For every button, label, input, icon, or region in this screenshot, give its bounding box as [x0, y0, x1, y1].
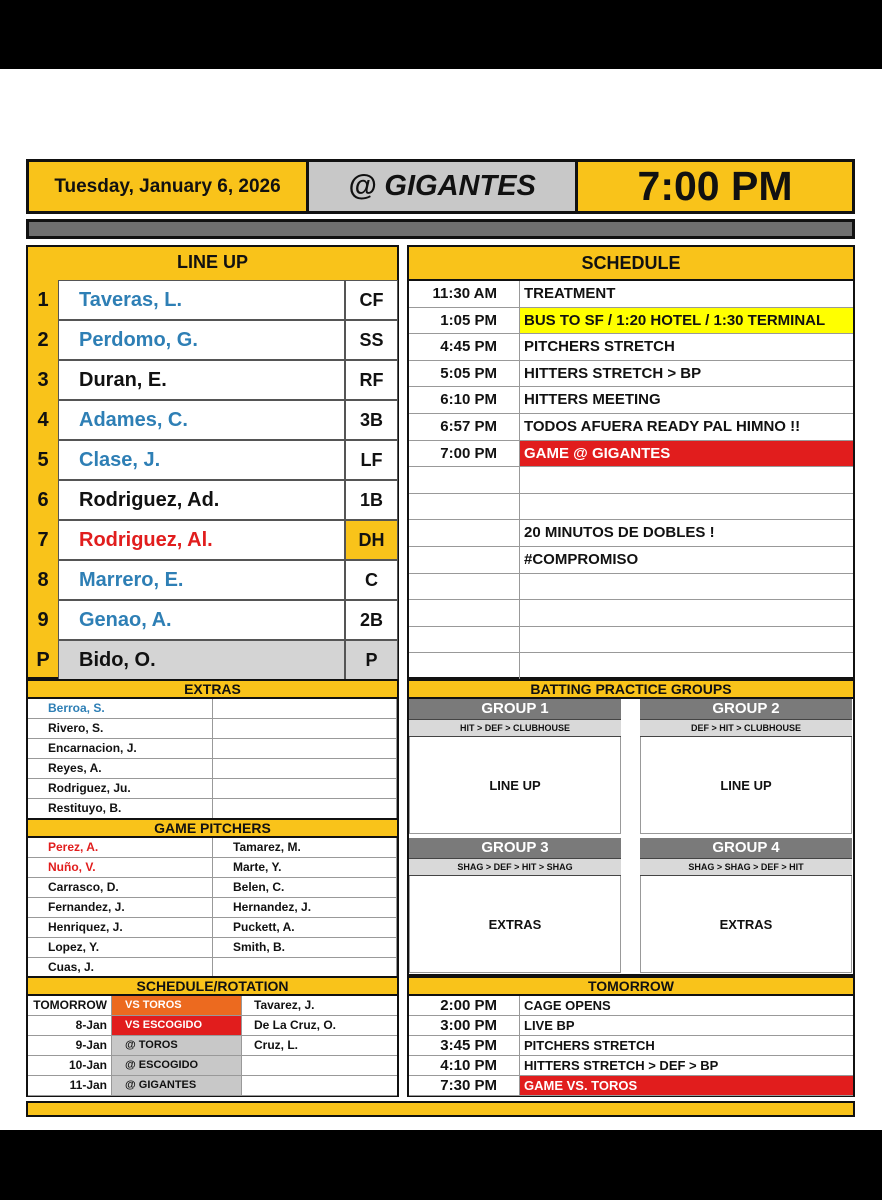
- tomorrow-row: [409, 996, 853, 1016]
- game-date: Tuesday, January 6, 2026: [29, 162, 309, 211]
- batting-order-number: 2: [37, 329, 49, 351]
- batting-practice-title: BATTING PRACTICE GROUPS: [409, 681, 853, 699]
- bp-group-members: LINE UP: [640, 737, 852, 834]
- extra-player: Reyes, A.: [28, 759, 213, 779]
- player-position: RF: [345, 360, 398, 400]
- bp-group-members: LINE UP: [409, 737, 621, 834]
- tomorrow-time: 2:00 PM: [409, 996, 520, 1015]
- rotation-opponent: VS ESCOGIDO: [112, 1016, 242, 1035]
- schedule-time: 6:57 PM: [409, 414, 520, 440]
- extra-player: Rodriguez, Ju.: [28, 779, 213, 799]
- schedule-time: [409, 653, 520, 679]
- schedule-activity: HITTERS MEETING: [524, 391, 661, 409]
- player-name: Marrero, E.: [58, 560, 345, 600]
- batting-order-number: 5: [37, 449, 49, 471]
- batting-order-number: 3: [37, 369, 49, 391]
- pitcher-name: Perez, A.: [28, 838, 213, 858]
- batting-order-number: 8: [37, 569, 49, 591]
- rotation-row: [28, 996, 397, 1016]
- schedule-time: 5:05 PM: [409, 361, 520, 387]
- header-bar: [26, 159, 855, 214]
- bp-group-4: [640, 838, 852, 973]
- schedule-row: [409, 387, 853, 414]
- extra-player-blank: [213, 799, 397, 819]
- tomorrow-list: [409, 996, 853, 1096]
- extra-player: Encarnacion, J.: [28, 739, 213, 759]
- schedule-time: [409, 627, 520, 653]
- player-name: Adames, C.: [58, 400, 345, 440]
- bp-group-title: GROUP 4: [640, 838, 852, 858]
- footer-strip: [26, 1101, 855, 1117]
- divider-strip: [26, 219, 855, 239]
- extra-player-blank: [213, 719, 397, 739]
- schedule-row: [409, 574, 853, 601]
- lineup-row: [28, 360, 397, 400]
- schedule-time: 6:10 PM: [409, 387, 520, 413]
- bottom-black-bar: [0, 1130, 882, 1200]
- tomorrow-time: 4:10 PM: [409, 1056, 520, 1075]
- bp-group-rotation: DEF > HIT > CLUBHOUSE: [640, 719, 852, 737]
- player-position: C: [345, 560, 398, 600]
- schedule-panel: [407, 245, 855, 679]
- rotation-row: [28, 1056, 397, 1076]
- lineup-row: [28, 400, 397, 440]
- player-name: Rodriguez, Ad.: [58, 480, 345, 520]
- rotation-pitcher: Tavarez, J.: [254, 998, 315, 1012]
- opponent-title: @ GIGANTES: [309, 162, 578, 211]
- schedule-activity: HITTERS STRETCH > BP: [524, 364, 702, 382]
- schedule-row: [409, 467, 853, 494]
- rotation-list: [28, 996, 397, 1096]
- rotation-row: [28, 1016, 397, 1036]
- tomorrow-row: [409, 1036, 853, 1056]
- schedule-row: [409, 308, 853, 335]
- pitcher-name: Belen, C.: [213, 878, 397, 898]
- schedule-activity: 20 MINUTOS DE DOBLES !: [524, 524, 715, 542]
- batting-practice-panel: [407, 679, 855, 976]
- batting-order-number: 9: [37, 609, 49, 631]
- extras-title: EXTRAS: [28, 681, 397, 699]
- pitcher-name: Fernandez, J.: [28, 898, 213, 918]
- lineup-panel: [26, 245, 399, 679]
- bp-group-title: GROUP 1: [409, 699, 621, 719]
- schedule-time: 11:30 AM: [409, 281, 520, 307]
- lineup-row: [28, 280, 397, 320]
- rotation-title: SCHEDULE/ROTATION: [28, 978, 397, 996]
- player-name: Taveras, L.: [58, 280, 345, 320]
- tomorrow-time: 3:45 PM: [409, 1036, 520, 1055]
- rotation-opponent: VS TOROS: [112, 996, 242, 1015]
- lineup-row: [28, 320, 397, 360]
- bp-group-rotation: SHAG > DEF > HIT > SHAG: [409, 858, 621, 876]
- schedule-time: [409, 547, 520, 573]
- schedule-activity: TREATMENT: [524, 285, 616, 302]
- schedule-time: 7:00 PM: [409, 441, 520, 467]
- daily-schedule-sheet: [26, 159, 855, 1117]
- schedule-row: [409, 334, 853, 361]
- pitcher-name: Nuño, V.: [28, 858, 213, 878]
- schedule-time: [409, 494, 520, 520]
- player-position: DH: [345, 520, 398, 560]
- extra-player-blank: [213, 779, 397, 799]
- bp-group-title: GROUP 3: [409, 838, 621, 858]
- player-position: SS: [345, 320, 398, 360]
- tomorrow-activity: LIVE BP: [524, 1018, 575, 1033]
- rotation-date: 10-Jan: [28, 1056, 112, 1075]
- schedule-activity: #COMPROMISO: [524, 550, 639, 568]
- pitcher-name: Puckett, A.: [213, 918, 397, 938]
- player-position: 3B: [345, 400, 398, 440]
- pitcher-name: Tamarez, M.: [213, 838, 397, 858]
- pitcher-name: Carrasco, D.: [28, 878, 213, 898]
- schedule-row: [409, 653, 853, 680]
- schedule-row: [409, 627, 853, 654]
- schedule-activity: [520, 653, 853, 679]
- rotation-panel: [26, 976, 399, 1097]
- player-position: P: [345, 640, 398, 680]
- tomorrow-row: [409, 1056, 853, 1076]
- schedule-time: 4:45 PM: [409, 334, 520, 360]
- bp-group-1: [409, 699, 621, 834]
- player-position: 1B: [345, 480, 398, 520]
- schedule-activity: [520, 467, 853, 493]
- batting-order-number: 7: [37, 529, 49, 551]
- batting-order-number: 4: [37, 409, 49, 431]
- game-pitchers-list: [28, 838, 397, 978]
- lineup-row: [28, 560, 397, 600]
- schedule-activity: [520, 627, 853, 653]
- schedule-time: [409, 574, 520, 600]
- player-position: 2B: [345, 600, 398, 640]
- rotation-pitcher: [242, 1076, 397, 1095]
- batting-order-number: 6: [37, 489, 49, 511]
- tomorrow-panel: [407, 976, 855, 1097]
- schedule-time: 1:05 PM: [409, 308, 520, 334]
- rotation-opponent: @ ESCOGIDO: [112, 1056, 242, 1075]
- player-name: Clase, J.: [58, 440, 345, 480]
- extra-player-blank: [213, 739, 397, 759]
- schedule-row: [409, 361, 853, 388]
- game-pitchers-title: GAME PITCHERS: [28, 820, 397, 838]
- lineup-row: [28, 480, 397, 520]
- schedule-row: [409, 520, 853, 547]
- batting-order-number: P: [36, 649, 50, 671]
- top-black-bar: [0, 0, 882, 69]
- player-name: Duran, E.: [58, 360, 345, 400]
- bp-group-rotation: SHAG > SHAG > DEF > HIT: [640, 858, 852, 876]
- schedule-row: [409, 281, 853, 308]
- schedule-time: [409, 520, 520, 546]
- pitcher-name: Cuas, J.: [28, 958, 213, 978]
- bp-group-2: [640, 699, 852, 834]
- tomorrow-row: [409, 1016, 853, 1036]
- rotation-pitcher: [242, 1056, 397, 1075]
- schedule-activity: [520, 574, 853, 600]
- tomorrow-title: TOMORROW: [409, 978, 853, 996]
- bp-group-members: EXTRAS: [409, 876, 621, 973]
- batting-order-number: 1: [37, 289, 49, 311]
- rotation-date: 11-Jan: [28, 1076, 112, 1095]
- lineup-row: [28, 520, 397, 560]
- rotation-opponent: @ GIGANTES: [112, 1076, 242, 1095]
- player-position: CF: [345, 280, 398, 320]
- bp-group-title: GROUP 2: [640, 699, 852, 719]
- game-pitchers-panel: [26, 818, 399, 976]
- extra-player-blank: [213, 699, 397, 719]
- tomorrow-time: 3:00 PM: [409, 1016, 520, 1035]
- extra-player: Berroa, S.: [28, 699, 213, 719]
- tomorrow-time: 7:30 PM: [409, 1076, 520, 1095]
- schedule-activity: [520, 494, 853, 520]
- rotation-row: [28, 1036, 397, 1056]
- extra-player-blank: [213, 759, 397, 779]
- schedule-row: [409, 414, 853, 441]
- schedule-activity: [520, 600, 853, 626]
- tomorrow-activity: GAME VS. TOROS: [520, 1076, 853, 1095]
- player-name: Perdomo, G.: [58, 320, 345, 360]
- tomorrow-row: [409, 1076, 853, 1096]
- player-position: LF: [345, 440, 398, 480]
- tomorrow-activity: CAGE OPENS: [524, 998, 611, 1013]
- player-name: Genao, A.: [58, 600, 345, 640]
- schedule-activity: GAME @ GIGANTES: [520, 441, 853, 467]
- extras-list: [28, 699, 397, 819]
- bp-group-3: [409, 838, 621, 973]
- pitcher-name: Marte, Y.: [213, 858, 397, 878]
- rotation-row: [28, 1076, 397, 1096]
- pitcher-name: Henriquez, J.: [28, 918, 213, 938]
- schedule-time: [409, 600, 520, 626]
- pitcher-name: Hernandez, J.: [213, 898, 397, 918]
- lineup-title: LINE UP: [28, 247, 397, 280]
- player-name: Bido, O.: [58, 640, 345, 680]
- extra-player: Restituyo, B.: [28, 799, 213, 819]
- schedule-list: [409, 281, 853, 680]
- schedule-row: [409, 547, 853, 574]
- rotation-date: 8-Jan: [28, 1016, 112, 1035]
- schedule-row: [409, 441, 853, 468]
- schedule-activity: TODOS AFUERA READY PAL HIMNO !!: [524, 417, 801, 435]
- rotation-opponent: @ TOROS: [112, 1036, 242, 1055]
- game-time: 7:00 PM: [637, 163, 793, 209]
- pitcher-name: Lopez, Y.: [28, 938, 213, 958]
- rotation-pitcher: Cruz, L.: [254, 1038, 298, 1052]
- tomorrow-activity: PITCHERS STRETCH: [524, 1038, 655, 1053]
- rotation-date: 9-Jan: [28, 1036, 112, 1055]
- lineup-row: [28, 640, 397, 680]
- pitcher-name: [213, 958, 397, 978]
- rotation-pitcher: De La Cruz, O.: [254, 1018, 337, 1032]
- player-name: Rodriguez, Al.: [58, 520, 345, 560]
- lineup-row: [28, 440, 397, 480]
- lineup-row: [28, 600, 397, 640]
- extras-panel: [26, 679, 399, 818]
- bp-group-rotation: HIT > DEF > CLUBHOUSE: [409, 719, 621, 737]
- tomorrow-activity: HITTERS STRETCH > DEF > BP: [524, 1058, 719, 1073]
- schedule-row: [409, 600, 853, 627]
- schedule-activity: PITCHERS STRETCH: [524, 338, 675, 356]
- extra-player: Rivero, S.: [28, 719, 213, 739]
- schedule-activity: BUS TO SF / 1:20 HOTEL / 1:30 TERMINAL: [520, 308, 853, 334]
- pitcher-name: Smith, B.: [213, 938, 397, 958]
- bp-group-members: EXTRAS: [640, 876, 852, 973]
- schedule-row: [409, 494, 853, 521]
- rotation-date: TOMORROW: [28, 996, 112, 1015]
- schedule-title: SCHEDULE: [409, 247, 853, 281]
- schedule-time: [409, 467, 520, 493]
